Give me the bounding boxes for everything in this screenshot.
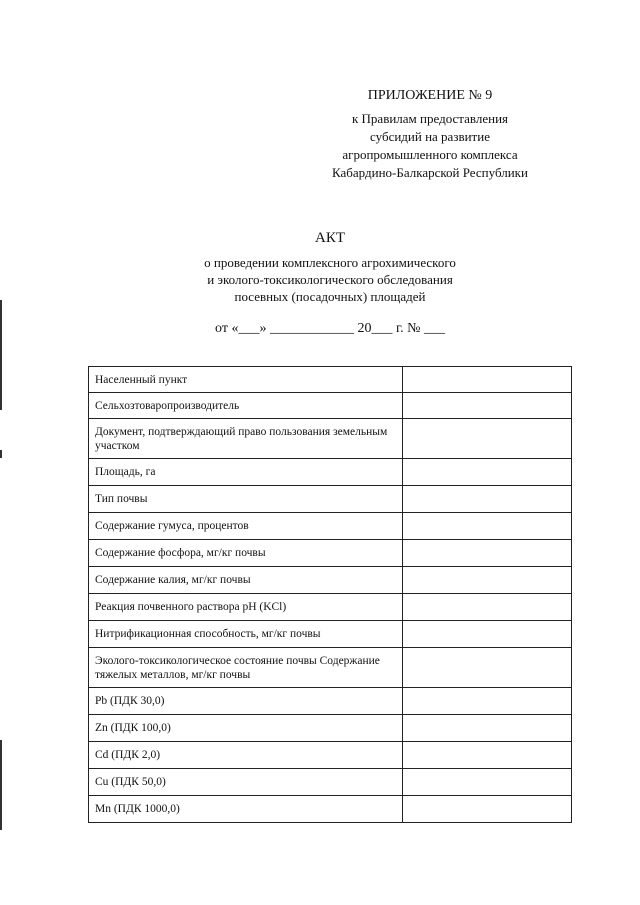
row-value-field[interactable] [402,459,572,486]
row-label: Содержание фосфора, мг/кг почвы [89,540,403,567]
table-row [89,486,572,513]
survey-form-table [88,366,572,823]
act-title: АКТ [315,230,345,246]
row-value-field[interactable] [402,513,572,540]
table-row [89,513,572,540]
row-label: Содержание калия, мг/кг почвы [89,567,403,594]
row-value-field[interactable] [402,594,572,621]
table-row [89,459,572,486]
appendix-line: Кабардино-Балкарской Республики [332,165,528,180]
row-label: Эколого-токсикологическое состояние почвы Содержание тяжелых металлов, мг/кг почвы [89,648,403,688]
act-title-block [120,228,540,305]
table-row [89,742,572,769]
row-label: Zn (ПДК 100,0) [89,715,403,742]
row-value-field[interactable] [402,648,572,688]
row-label: Нитрификационная способность, мг/кг почвы [89,621,403,648]
appendix-line: субсидий на развитие [370,129,490,144]
appendix-header [300,86,560,182]
row-label: Населенный пункт [89,367,403,393]
row-label: Cd (ПДК 2,0) [89,742,403,769]
appendix-line: к Правилам предоставления [351,111,509,126]
table-row [89,715,572,742]
row-value-field[interactable] [402,688,572,715]
row-value-field[interactable] [402,367,572,393]
row-value-field[interactable] [402,621,572,648]
scan-edge-mark [0,300,2,410]
row-label: Площадь, га [89,459,403,486]
row-label: Тип почвы [89,486,403,513]
act-subtitle-line: посевных (посадочных) площадей [234,289,426,304]
table-row [89,367,572,393]
row-label: Документ, подтверждающий право пользования земельным участком [89,419,403,459]
row-label: Pb (ПДК 30,0) [89,688,403,715]
table-row [89,688,572,715]
table-row [89,621,572,648]
table-row [89,393,572,419]
row-value-field[interactable] [402,393,572,419]
table-row [89,567,572,594]
row-value-field[interactable] [402,769,572,796]
row-value-field[interactable] [402,567,572,594]
act-subtitle-line: о проведении комплексного агрохимического [204,255,456,270]
row-label: Mn (ПДК 1000,0) [89,796,403,823]
row-label: Сельхозтоваропроизводитель [89,393,403,419]
act-subtitle-line: и эколого-токсикологического обследования [207,272,453,287]
row-value-field[interactable] [402,796,572,823]
row-label: Cu (ПДК 50,0) [89,769,403,796]
row-value-field[interactable] [402,742,572,769]
table-row [89,419,572,459]
appendix-line: агропромышленного комплекса [342,147,518,162]
act-date-number-line: от «___» ____________ 20___ г. № ___ [215,321,445,336]
scan-edge-mark [0,450,2,458]
table-row [89,769,572,796]
row-label: Реакция почвенного раствора pH (KCl) [89,594,403,621]
scan-edge-mark [0,740,2,830]
table-row [89,594,572,621]
table-row [89,796,572,823]
row-value-field[interactable] [402,486,572,513]
appendix-heading: ПРИЛОЖЕНИЕ № 9 [367,88,493,103]
row-value-field[interactable] [402,540,572,567]
row-label: Содержание гумуса, процентов [89,513,403,540]
table-row [89,648,572,688]
row-value-field[interactable] [402,715,572,742]
row-value-field[interactable] [402,419,572,459]
table-row [89,540,572,567]
